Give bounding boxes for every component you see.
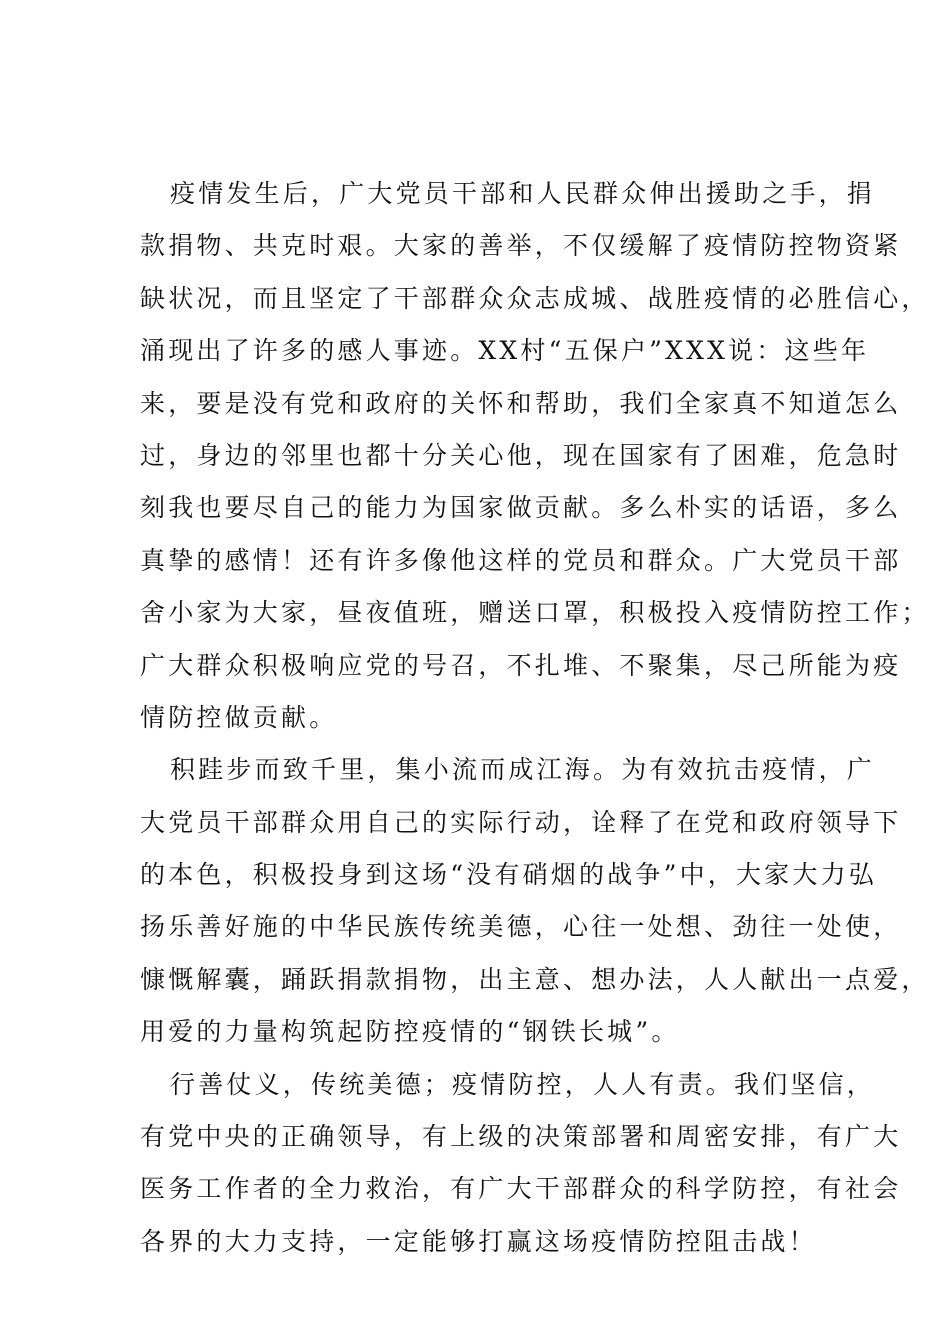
text-line: 用爱的力量构筑起防控疫情的“钢铁长城”。 <box>140 1017 680 1047</box>
text-line: 积跬步而致千里，集小流而成江海。为有效抗击疫情，广 <box>170 755 876 785</box>
text-line: 刻我也要尽自己的能力为国家做贡献。多么朴实的话语，多么 <box>140 493 902 523</box>
text-line: 来，要是没有党和政府的关怀和帮助，我们全家真不知道怎么 <box>140 388 902 418</box>
document-body <box>140 168 930 1268</box>
paragraph-2 <box>140 744 930 1058</box>
text-line: 扬乐善好施的中华民族传统美德，心往一处想、劲往一处使， <box>140 912 902 942</box>
text-line: 真挚的感情！还有许多像他这样的党员和群众。广大党员干部 <box>140 545 902 575</box>
text-line: 广大群众积极响应党的号召，不扎堆、不聚集，尽己所能为疫 <box>140 650 902 680</box>
text-line: 的本色，积极投身到这场“没有硝烟的战争”中，大家大力弘 <box>140 860 877 890</box>
text-line: 慷慨解囊，踊跃捐款捐物，出主意、想办法，人人献出一点爱， <box>140 964 930 994</box>
text-line: 舍小家为大家，昼夜值班，赠送口罩，积极投入疫情防控工作； <box>140 598 930 628</box>
text-line: 大党员干部群众用自己的实际行动，诠释了在党和政府领导下 <box>140 807 902 837</box>
text-line: 疫情发生后，广大党员干部和人民群众伸出援助之手，捐 <box>170 179 876 208</box>
text-line: 款捐物、共克时艰。大家的善举，不仅缓解了疫情防控物资紧 <box>140 231 902 261</box>
text-line: 过，身边的邻里也都十分关心他，现在国家有了困难，危急时 <box>140 440 902 470</box>
text-line: 行善仗义，传统美德；疫情防控，人人有责。我们坚信， <box>170 1069 876 1099</box>
text-line: 缺状况，而且坚定了干部群众众志成城、战胜疫情的必胜信心， <box>140 283 930 313</box>
text-line: 情防控做贡献。 <box>140 702 338 732</box>
text-line: 涌现出了许多的感人事迹。XX村“五保户”XXX说：这些年 <box>140 336 870 366</box>
paragraph-1 <box>140 168 930 744</box>
text-line: 有党中央的正确领导，有上级的决策部署和周密安排，有广大 <box>140 1122 902 1152</box>
text-line: 各界的大力支持，一定能够打赢这场疫情防控阻击战！ <box>140 1226 817 1256</box>
paragraph-3 <box>140 1059 902 1269</box>
text-line: 医务工作者的全力救治，有广大干部群众的科学防控，有社会 <box>140 1174 902 1204</box>
